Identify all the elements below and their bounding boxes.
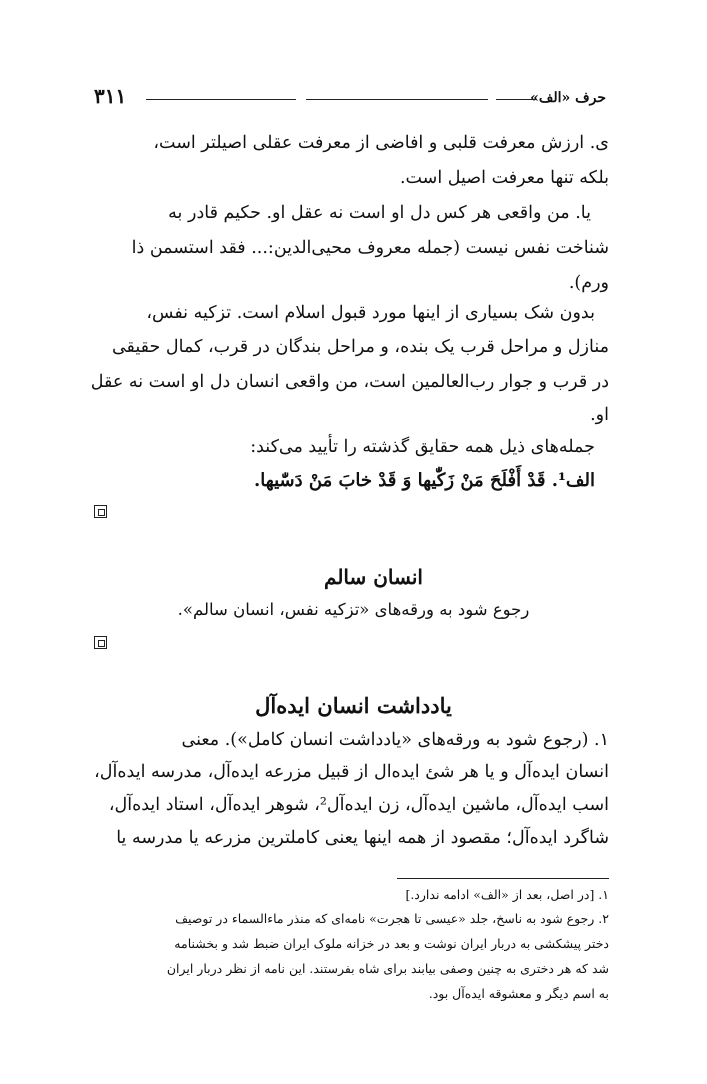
footnote-line: دختر پیشکشی به دربار ایران نوشت و بعد در خزانه ملوک ایران ضبط شد و بخشنامه xyxy=(174,936,609,951)
text-line: منازل و مراحل قرب یک بنده، و مراحل بندگان در قرب، کمال حقیقی xyxy=(111,337,609,357)
text-line: ورم). xyxy=(568,273,609,293)
section-heading: یادداشت انسان ایده‌آل xyxy=(255,693,452,718)
text-line: بلکه تنها معرفت اصیل است. xyxy=(399,168,609,188)
running-head-rule xyxy=(496,99,536,100)
text-line: یا. من واقعی هر کس دل او است نه عقل او. حکیم قادر به xyxy=(168,203,591,223)
text-line: ی. ارزش معرفت قلبی و افاضی از معرفت عقلی اصیلتر است، xyxy=(153,133,609,153)
footnote-rule xyxy=(397,878,609,879)
running-head-section: حرف «الف» xyxy=(530,90,606,106)
running-head-rule xyxy=(146,99,296,100)
quran-verse: الف¹. قَدْ أَفْلَحَ مَنْ زَکّٰیها وَ قَدْ خابَ مَنْ دَسّٰیها. xyxy=(254,470,595,491)
footnote: ۲. رجوع شود به ناسخ، جلد «عیسی تا هجرت» نامه‌ای که منذر ماءالسماء در توصیف xyxy=(175,911,609,926)
page-number: ۳۱۱ xyxy=(94,84,127,108)
text-line: بدون شک بسیاری از اینها مورد قبول اسلام است. تزکیه نفس، xyxy=(146,303,595,323)
text-line: او. xyxy=(590,405,609,425)
text-line: ۱. (رجوع شود به ورقه‌های «یادداشت انسان کامل»). معنی xyxy=(181,730,609,750)
text-line: انسان ایده‌آل و یا هر شئ ایده‌ال از قبیل مزرعه ایده‌آل، مدرسه ایده‌آل، xyxy=(94,762,609,782)
running-head-rule xyxy=(306,99,488,100)
section-end-mark-icon xyxy=(94,636,107,649)
text-line: در قرب و جوار رب‌العالمین است، من واقعی انسان دل او است نه عقل xyxy=(90,372,609,392)
text-line: شناخت نفس نیست (جمله معروف محیی‌الدین:... فقد استسمن ذا xyxy=(131,238,609,258)
text-line: جمله‌های ذیل همه حقایق گذشته را تأیید می‌کند: xyxy=(250,437,595,457)
footnote: ۱. [در اصل، بعد از «الف» ادامه ندارد.] xyxy=(405,887,609,902)
footnote-line: شد که هر دختری به چنین وصفی بیابند برای شاه بفرستند. این نامه از نظر دربار ایران xyxy=(166,961,609,976)
text-line: اسب ایده‌آل، ماشین ایده‌آل، زن ایده‌آل²، شوهر ایده‌آل، استاد ایده‌آل، xyxy=(108,795,609,815)
footnote-line: به اسم دیگر و معشوقه ایده‌آل بود. xyxy=(428,986,609,1001)
text-line: شاگرد ایده‌آل؛ مقصود از همه اینها یعنی کاملترین مزرعه یا مدرسه یا xyxy=(116,828,609,848)
running-head xyxy=(94,84,606,114)
section-end-mark-icon xyxy=(94,505,107,518)
cross-reference: رجوع شود به ورقه‌های «تزکیه نفس، انسان سالم». xyxy=(177,600,530,619)
section-heading: انسان سالم xyxy=(324,565,423,589)
